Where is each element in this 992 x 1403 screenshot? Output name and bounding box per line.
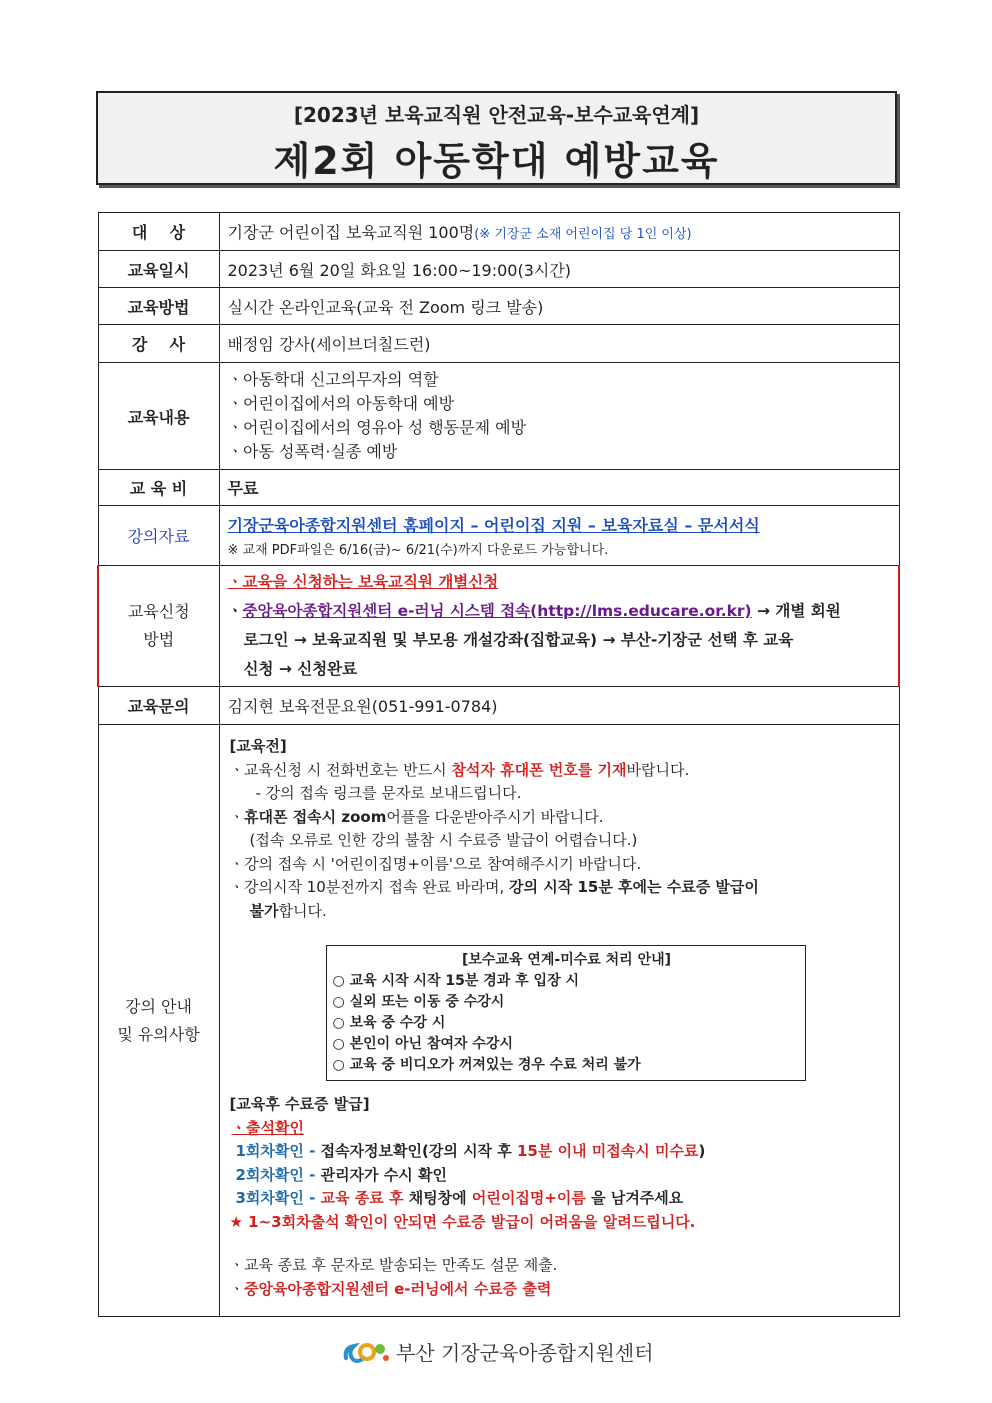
apply-item2 [228, 597, 891, 626]
label-apply-line2: 방법 [143, 630, 175, 649]
b1-text: ㆍ교육신청 시 전화번호는 반드시 [229, 760, 452, 779]
value-lecturer: 배정임 강사(세이브더칠드런) [219, 325, 899, 363]
c2-text: 관리자가 수시 확인 [320, 1165, 447, 1184]
after-item: ㆍ교육 종료 후 문자로 발송되는 만족도 설문 제출. [229, 1256, 558, 1274]
label-inquiry: 교육문의 [98, 687, 219, 725]
row-method [98, 288, 899, 325]
label-date: 교육일시 [98, 251, 219, 288]
c3-emph: 교육 종료 후 [320, 1189, 409, 1207]
content-item: ㆍ아동 성폭력·실종 예방 [227, 442, 398, 461]
footer [342, 1334, 654, 1368]
apply-item2-line3: 신청 → 신청완료 [243, 660, 358, 678]
row-materials [98, 506, 899, 566]
center-logo-icon [342, 1336, 390, 1366]
notice-item: ○ 본인이 아닌 참여자 수강시 [332, 1036, 513, 1052]
apply-item2-rest: → 개별 회원 [751, 602, 841, 620]
c1-emph: 15분 이내 미접속시 미수료 [516, 1142, 699, 1160]
label-materials: 강의자료 [98, 506, 219, 566]
label-guide-line2: 및 유의사항 [117, 1024, 200, 1044]
value-date: 2023년 6월 20일 화요일 16:00~19:00(3시간) [219, 251, 899, 288]
b2-sub: (접속 오류로 인한 강의 불참 시 수료증 발급이 어렵습니다.) [249, 831, 638, 849]
before-item: ㆍ강의 접속 시 '어린이집명+이름'으로 참여해주시기 바랍니다. [229, 854, 642, 873]
title-main: 제2회 아동학대 예방교육 [273, 139, 720, 183]
b4-emph2: 불가 [249, 901, 279, 920]
b2-text: 어플을 다운받아주시기 바랍니다. [386, 807, 604, 826]
before-item [230, 806, 891, 830]
label-guide [98, 725, 219, 1317]
label-content: 교육내용 [98, 363, 219, 470]
row-guide [98, 725, 899, 1317]
label-target: 대 상 [98, 213, 219, 251]
before-item [230, 759, 891, 783]
after-title: [교육후 수료증 발급] [229, 1095, 370, 1113]
c3-emph2: 어린이집명+이름 [471, 1189, 586, 1207]
label-method: 교육방법 [98, 288, 219, 325]
c1-end: ) [698, 1142, 706, 1160]
label-fee: 교 육 비 [98, 470, 219, 506]
title-subtitle: [2023년 보육교직원 안전교육-보수교육연계] [293, 103, 700, 127]
label-lecturer: 강 사 [98, 325, 219, 363]
check-3 [230, 1187, 891, 1211]
value-guide [219, 725, 899, 1317]
check-2 [230, 1164, 891, 1188]
target-note: (※ 기장군 소재 어린이집 당 1인 이상) [474, 227, 692, 242]
before-item [230, 876, 891, 900]
title-box [96, 91, 897, 185]
e2-emph: 중앙육아종합지원센터 e-러닝에서 수료증 출력 [244, 1279, 552, 1298]
value-content [219, 363, 899, 470]
check-1 [230, 1140, 891, 1164]
value-method: 실시간 온라인교육(교육 전 Zoom 링크 발송) [219, 288, 899, 325]
info-table [97, 212, 900, 1317]
notice-item: ○ 실외 또는 이동 중 수강시 [332, 994, 505, 1010]
content-item: ㆍ어린이집에서의 아동학대 예방 [227, 394, 455, 413]
before-title: [교육전] [229, 737, 287, 755]
row-target [98, 213, 899, 251]
elearning-link[interactable]: 중앙육아종합지원센터 e-러닝 시스템 접속(http://lms.educare.or.kr) [242, 602, 752, 620]
b2-emph: 휴대폰 접속시 zoom [244, 807, 387, 826]
label-apply [98, 566, 219, 687]
notice-item: ○ 보육 중 수강 시 [332, 1015, 446, 1031]
notice-title: [보수교육 연계-미수료 처리 안내] [461, 952, 672, 968]
row-date [98, 251, 899, 288]
row-lecturer [98, 325, 899, 363]
value-target [219, 213, 899, 251]
star-notice: ★ 1~3회차출석 확인이 안되면 수료증 발급이 어려움을 알려드립니다. [229, 1212, 696, 1231]
label-apply-line1: 교육신청 [127, 602, 190, 621]
b4-text: ㆍ강의시작 10분전까지 접속 완료 바라며, [229, 878, 510, 896]
footer-org: 부산 기장군육아종합지원센터 [396, 1340, 654, 1365]
c2-label: 2회차확인 - [235, 1165, 321, 1184]
b1-emph: 참석자 휴대폰 번호를 기재 [451, 760, 627, 779]
apply-bullet: ㆍ [227, 602, 243, 620]
b4-emph: 강의 시작 15분 후에는 수료증 발급이 [509, 878, 759, 896]
b4-end: 합니다. [278, 901, 327, 920]
materials-note: ※ 교재 PDF파일은 6/16(금)~ 6/21(수)까지 다운로드 가능합니다. [227, 543, 609, 558]
incomplete-notice-box [326, 945, 806, 1081]
label-guide-line1: 강의 안내 [125, 996, 192, 1016]
b4-cont [230, 900, 891, 924]
e2-bullet: ㆍ [229, 1279, 244, 1298]
b1-end: 바랍니다. [626, 760, 690, 779]
c3-end: 을 남겨주세요 [585, 1189, 684, 1207]
attend-check: ㆍ출석확인 [231, 1118, 304, 1137]
value-inquiry: 김지현 보육전문요원(051-991-0784) [219, 687, 899, 725]
b1-sub: - 강의 접속 링크를 문자로 보내드립니다. [255, 784, 522, 802]
content-item: ㆍ아동학대 신고의무자의 역할 [227, 370, 439, 389]
value-apply [219, 566, 899, 687]
notice-item: ○ 교육 중 비디오가 꺼져있는 경우 수료 처리 불가 [332, 1057, 641, 1073]
row-fee [98, 470, 899, 506]
b2-bullet: ㆍ [229, 807, 244, 826]
target-text: 기장군 어린이집 보육교직원 100명 [227, 223, 475, 242]
apply-item1: ㆍ교육을 신청하는 보육교직원 개별신청 [227, 573, 499, 591]
c1-text: 접속자정보확인(강의 시작 후 [320, 1142, 517, 1160]
row-apply [98, 566, 899, 687]
c3-label: 3회차확인 - [235, 1189, 321, 1207]
materials-link[interactable]: 기장군육아종합지원센터 홈페이지 – 어린이집 지원 – 보육자료실 – 문서서식 [227, 516, 760, 535]
row-inquiry [98, 687, 899, 725]
c1-label: 1회차확인 - [235, 1142, 321, 1160]
value-materials [219, 506, 899, 566]
notice-item: ○ 교육 시작 시작 15분 경과 후 입장 시 [332, 973, 580, 989]
value-fee: 무료 [219, 470, 899, 506]
row-content [98, 363, 899, 470]
apply-item2-line2: 로그인 → 보육교직원 및 부모용 개설강좌(집합교육) → 부산-기장군 선택 후 교육 [243, 631, 794, 649]
after-item [230, 1278, 891, 1302]
content-item: ㆍ어린이집에서의 영유아 성 행동문제 예방 [227, 418, 527, 437]
c3-text: 채팅창에 [408, 1189, 472, 1207]
